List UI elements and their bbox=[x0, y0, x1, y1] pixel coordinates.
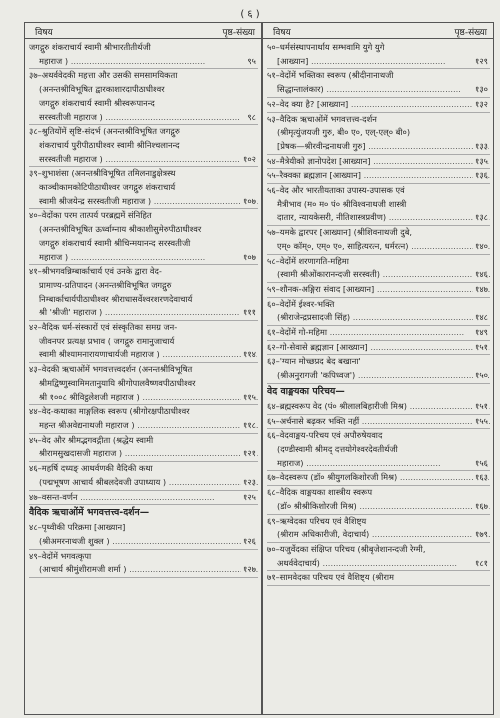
toc-page-number: १८१ bbox=[473, 557, 488, 571]
toc-entry-line bbox=[29, 41, 258, 55]
entry-divider bbox=[267, 585, 490, 586]
toc-entry-line bbox=[267, 543, 490, 557]
entry-divider bbox=[29, 577, 258, 578]
toc-page-number: १०७ bbox=[241, 251, 256, 265]
toc-entry-line bbox=[29, 391, 258, 405]
toc-entry bbox=[29, 434, 258, 462]
toc-entry-line bbox=[267, 126, 490, 140]
toc-entry bbox=[29, 125, 258, 167]
toc-entry-text: (श्रीमृत्युंजयजी गुरु, बी० ए०, एल्-एल्० बी०) bbox=[277, 127, 411, 138]
toc-entry-text: श्रीमद्विष्णुस्वामिमतानुयायि श्रीगोपालवैष्णवपीठाधीश्वर bbox=[39, 377, 196, 388]
toc-entry bbox=[267, 471, 490, 486]
toc-entry-line bbox=[267, 226, 490, 240]
toc-entry-line bbox=[267, 55, 490, 69]
toc-page-number: १४८ bbox=[473, 311, 488, 325]
toc-page-number: १५१ bbox=[473, 400, 488, 414]
toc-entry-line bbox=[267, 326, 490, 340]
toc-entry-text: ४२–वैदिक धर्म-संस्कारों एवं संस्कृतिका समग्र जन- bbox=[29, 322, 178, 333]
toc-entry-text: स्वामी श्रीश्यामनारायणाचार्यजी महाराज ) ..... bbox=[39, 349, 258, 359]
toc-page-number: १५१ bbox=[473, 341, 488, 355]
toc-entry-line bbox=[267, 500, 490, 514]
toc-entry-line bbox=[267, 169, 490, 183]
toc-entry bbox=[29, 321, 258, 363]
toc-entry-text: ६६–वेदवाङ्मय-परिचय एवं अपौरुषेयवाद bbox=[267, 430, 383, 441]
toc-entry-line bbox=[29, 195, 258, 209]
toc-entry-text: (श्रीअमरनाथजी शुक्ल ) ..... bbox=[39, 536, 247, 546]
toc-entry-line bbox=[29, 550, 258, 564]
toc-entry-line bbox=[267, 515, 490, 529]
toc-entry-text: ५९–शौनक-अङ्गिरा संवाद [आख्यान] ..... bbox=[267, 284, 490, 294]
toc-entry-line bbox=[267, 355, 490, 369]
toc-entry-line bbox=[267, 311, 490, 325]
toc-entry bbox=[267, 226, 490, 254]
toc-entry-line bbox=[29, 321, 258, 335]
toc-entry bbox=[29, 363, 258, 405]
toc-page-number: १७९ bbox=[473, 528, 488, 542]
toc-entry-text: ४०–वेदोंका परम तात्पर्य परब्रह्ममें संनिहित bbox=[29, 210, 152, 221]
right-entries bbox=[263, 39, 493, 586]
toc-entry bbox=[29, 265, 258, 321]
toc-entry-text: जीवनपर प्रत्यक्ष प्रभाव ( जगद्गुरु रामानुजाचार्य bbox=[39, 335, 175, 346]
toc-page-number: १०२ bbox=[241, 153, 256, 167]
toc-entry-text: ५४–मैत्रेयीको ज्ञानोपदेश [आख्यान] ..... bbox=[267, 156, 490, 166]
toc-entry-line bbox=[267, 240, 490, 254]
toc-entry bbox=[29, 550, 258, 578]
toc-entry-text: महाराज) ..... bbox=[277, 458, 441, 468]
toc-page-number: १२९ bbox=[473, 55, 488, 69]
toc-entry bbox=[267, 169, 490, 184]
toc-entry bbox=[29, 69, 258, 125]
toc-entry-line bbox=[29, 293, 258, 307]
toc-entry-text: ४६–महर्षि दध्यङ् आथर्वणकी वैदिकी कथा bbox=[29, 463, 153, 474]
toc-entry-text: ६९–ऋग्वेदका परिचय एवं वैशिष्ट्य bbox=[267, 515, 367, 526]
toc-entry-text: जगद्गुरु शंकराचार्य स्वामी श्रीचिन्मयानन्द सरस्वतीजी bbox=[39, 237, 191, 248]
toc-page-number: ११८ bbox=[241, 419, 256, 433]
toc-entry bbox=[29, 462, 258, 490]
toc-entry-line bbox=[267, 557, 490, 571]
toc-entry-text: जगद्गुरु शंकराचार्य स्वामी श्रीस्वरूपानन्द bbox=[39, 97, 155, 108]
toc-entry-text: ७०–यजुर्वेदका संक्षिप्त परिचय (श्रीबृजेशानन्दजी रेग्मी, bbox=[267, 543, 426, 554]
left-column-header bbox=[25, 23, 261, 39]
toc-entry-line bbox=[267, 298, 490, 312]
subject-header: विषय bbox=[35, 28, 53, 38]
toc-entry-text: (अनन्तश्रीविभूषित द्वारकाशारदापीठाधीश्वर bbox=[39, 84, 165, 95]
toc-entry-text: ४७–वसन्त-वर्णन ..... bbox=[29, 492, 215, 502]
toc-page-number: ९८ bbox=[245, 111, 256, 125]
toc-entry-line bbox=[29, 55, 258, 69]
toc-page-number: १०७ bbox=[241, 195, 256, 209]
toc-entry-line bbox=[29, 139, 258, 153]
toc-entry-line bbox=[267, 429, 490, 443]
toc-entry-text: सरस्वतीजी महाराज ) ..... bbox=[39, 112, 240, 122]
toc-entry-text: (श्रीराजेन्द्रप्रसादजी सिंह) ..... bbox=[277, 312, 487, 322]
toc-page-number: १२१ bbox=[241, 447, 256, 461]
toc-entry-line bbox=[267, 41, 490, 55]
toc-page-number: १६७ bbox=[473, 500, 488, 514]
toc-entry bbox=[267, 155, 490, 170]
toc-entry-line bbox=[29, 377, 258, 391]
toc-entry bbox=[29, 209, 258, 265]
toc-entry-line bbox=[29, 405, 258, 419]
toc-entry-text: शंकराचार्य पुरीपीठाधीश्वर स्वामी श्रीनिश्चलानन्द bbox=[39, 139, 180, 150]
toc-entry-text: महाराज ) ..... bbox=[39, 56, 205, 66]
toc-entry bbox=[29, 405, 258, 433]
toc-entry-text: (स्वामी श्रीओंकारानन्दजी सरस्वती) ..... bbox=[277, 269, 490, 279]
toc-entry-text: ५५–रैक्वका ब्रह्मज्ञान [आख्यान] ..... bbox=[267, 170, 490, 180]
toc-entry-line bbox=[267, 443, 490, 457]
toc-entry-text: ५२–वेद क्या है? [आख्यान] ..... bbox=[267, 99, 485, 109]
toc-entry-text: मैत्रीभाव (म० म० पं० श्रीविश्वनाथजी शास्त्री bbox=[277, 198, 407, 209]
toc-entry bbox=[29, 521, 258, 549]
toc-entry-line bbox=[29, 237, 258, 251]
toc-entry-text: ५७–यमके द्वारपर [आख्यान] (श्रीशिवनाथजी दुबे, bbox=[267, 227, 413, 238]
toc-entry bbox=[267, 69, 490, 97]
toc-entry-line bbox=[29, 97, 258, 111]
toc-entry-text: ६२–गो-सेवासे ब्रह्मज्ञान [आख्यान] ..... bbox=[267, 342, 490, 352]
toc-page-number: १३३ bbox=[473, 140, 488, 154]
toc-entry bbox=[267, 355, 490, 383]
toc-entry bbox=[267, 255, 490, 283]
toc-entry-line bbox=[267, 528, 490, 542]
page-count-header: पृष्ठ-संख्या bbox=[222, 28, 255, 38]
toc-entry-text: सिद्धान्तालंकार) ..... bbox=[277, 84, 461, 94]
toc-entry-line bbox=[29, 419, 258, 433]
toc-entry-text: अथर्ववेदाचार्य) ..... bbox=[277, 558, 457, 568]
toc-entry-line bbox=[267, 140, 490, 154]
toc-entry-text: ३७–अथर्ववेदकी महत्ता और उसकी समसामयिकता bbox=[29, 70, 178, 81]
toc-entry-text: ५१–वेदोंमें भक्तिका स्वरूप (श्रीदीनानाथजी bbox=[267, 70, 394, 81]
toc-page-number: ९५ bbox=[245, 55, 256, 69]
toc-entry bbox=[267, 429, 490, 471]
toc-entry bbox=[29, 491, 258, 506]
toc-entry bbox=[267, 326, 490, 341]
toc-entry-line bbox=[29, 447, 258, 461]
toc-entry-text: ४३–वेदकी ऋचाओंमें भगवत्तत्त्वदर्शन (अनन्तश्रीविभूषित bbox=[29, 364, 193, 375]
toc-page-number: १५० bbox=[473, 369, 488, 383]
toc-entry-line bbox=[29, 279, 258, 293]
toc-entry-line bbox=[29, 181, 258, 195]
entry-divider bbox=[267, 383, 490, 384]
toc-entry-line bbox=[29, 167, 258, 181]
toc-page-number: १३२ bbox=[473, 98, 488, 112]
toc-entry-text: ५०–धर्मसंस्थापनार्थाय सम्भवामि युगे युगे bbox=[267, 42, 385, 52]
toc-entry-text: ६०–वेदोंमें ईश्वर-भक्ति bbox=[267, 298, 335, 309]
toc-entry-text: (दण्डीस्वामी श्रीमद् दत्तयोगेश्वरदेवतीर्थजी bbox=[277, 443, 398, 454]
toc-entry-text: काञ्चीकामकोटिपीठाधीश्वर जगद्गुरु शंकराचार्य bbox=[39, 182, 176, 193]
toc-page-number: १४६ bbox=[473, 268, 488, 282]
entry-divider bbox=[29, 504, 258, 505]
toc-entry-line bbox=[267, 341, 490, 355]
toc-entry-line bbox=[29, 69, 258, 83]
toc-entry-line bbox=[267, 198, 490, 212]
toc-entry-text: ४५–वेद और श्रीमद्भगवद्गीता (श्रद्धेय स्वामी bbox=[29, 434, 154, 445]
toc-page-number: १३६ bbox=[473, 169, 488, 183]
toc-page-number: १३५ bbox=[473, 155, 488, 169]
toc-entry-line bbox=[29, 535, 258, 549]
toc-entry-line bbox=[29, 462, 258, 476]
toc-entry-line bbox=[29, 476, 258, 490]
toc-entry-line bbox=[267, 184, 490, 198]
toc-entry-text: (श्रीअनुरागजी 'कपिध्वज') ..... bbox=[277, 370, 490, 380]
page-count-header: पृष्ठ-संख्या bbox=[454, 28, 487, 38]
right-column-header bbox=[263, 23, 493, 39]
toc-entry bbox=[267, 415, 490, 430]
toc-page-number: १३० bbox=[473, 83, 488, 97]
toc-entry-text: ६१–वेदोंमें गो-महिमा ..... bbox=[267, 327, 464, 337]
toc-entry-line bbox=[29, 491, 258, 505]
toc-entry-line bbox=[29, 306, 258, 320]
toc-page-number: १४९ bbox=[473, 326, 488, 340]
toc-entry-text: दातार, न्यायकेसरी, नीतिशास्त्रप्रवीण) ..... bbox=[277, 212, 490, 222]
toc-entry-line bbox=[267, 98, 490, 112]
toc-entry-text: ६४–ब्रह्मस्वरूप वेद (पं० श्रीलालबिहारीजी मिश्र) ..... bbox=[267, 401, 490, 411]
toc-entry-text: [आख्यान] ..... bbox=[277, 56, 446, 66]
toc-entry-line bbox=[29, 521, 258, 535]
toc-entry-line bbox=[267, 255, 490, 269]
toc-entry bbox=[267, 113, 490, 155]
toc-entry-text: महाराज ) ..... bbox=[39, 252, 205, 262]
toc-entry bbox=[267, 298, 490, 326]
toc-entry-line bbox=[29, 363, 258, 377]
toc-entry-line bbox=[267, 69, 490, 83]
toc-entry bbox=[29, 167, 258, 209]
toc-entry-text: ४४–वेद-कथाका माङ्गलिक स्वरूप (श्रीगोरक्षपीठाधीश्वर bbox=[29, 406, 190, 417]
toc-page-number: १६३ bbox=[473, 471, 488, 485]
toc-entry-text: ४९–वेदोंमें भगवत्कृपा bbox=[29, 550, 92, 561]
toc-entry-line bbox=[267, 268, 490, 282]
toc-entry bbox=[29, 41, 258, 69]
toc-entry-text: ४८–पृथ्वीकी परिक्रमा [आख्यान] bbox=[29, 522, 126, 533]
toc-entry-text: (श्रीराम अधिकारीजी, वेदाचार्य) ..... bbox=[277, 529, 490, 539]
toc-entry-text: महन्त श्रीअवेद्यनाथजी महाराज ) ..... bbox=[39, 420, 258, 430]
toc-page-number: १२३ bbox=[241, 476, 256, 490]
toc-entry-line bbox=[267, 113, 490, 127]
toc-entry-line bbox=[29, 209, 258, 223]
toc-entry-text: ५८–वेदोंमें शरणागति-महिमा bbox=[267, 255, 349, 266]
toc-entry bbox=[267, 41, 490, 69]
toc-entry-line bbox=[267, 369, 490, 383]
toc-entry-text: ३९–शुभाशंसा (अनन्तश्रीविभूषित तमिलनाडुक्षेत्रस्थ bbox=[29, 168, 176, 179]
toc-entry-line bbox=[267, 571, 490, 585]
toc-entry-text: ४१–श्रीभगवन्निम्बार्काचार्य एवं उनके द्वारा वेद- bbox=[29, 266, 162, 277]
toc-page-number: १२६ bbox=[241, 535, 256, 549]
toc-entry-line bbox=[267, 471, 490, 485]
section-heading: वेद वाङ्मयका परिचय— bbox=[267, 385, 345, 397]
toc-entry-text: श्री 'श्रीजी' महाराज ) ..... bbox=[39, 307, 239, 317]
toc-entry-line bbox=[267, 400, 490, 414]
left-entries bbox=[25, 39, 261, 578]
toc-entry-line bbox=[29, 83, 258, 97]
toc-entry-line bbox=[29, 434, 258, 448]
toc-entry-line bbox=[267, 211, 490, 225]
toc-entry-line bbox=[267, 415, 490, 429]
toc-entry-text: ६८–वैदिक वाङ्मयका शास्त्रीय स्वरूप bbox=[267, 487, 373, 498]
toc-entry-text: श्रीरामसुखदासजी महाराज ) ..... bbox=[39, 448, 258, 458]
toc-entry-text: (पद्मभूषण आचार्य श्रीबलदेवजी उपाध्याय ) ..... bbox=[39, 477, 258, 487]
toc-entry-line bbox=[29, 223, 258, 237]
toc-page-number: १४० bbox=[473, 240, 488, 254]
toc-entry-line bbox=[29, 111, 258, 125]
toc-entry-text: निम्बार्काचार्यपीठाधीश्वर श्रीराधासर्वेश्वरशरणदेवाचार्य bbox=[39, 293, 193, 304]
toc-entry-line bbox=[267, 155, 490, 169]
toc-entry-text: प्रामाण्य-प्रतिपादन (अनन्तश्रीविभूषित जगद्गुरु bbox=[39, 279, 172, 290]
toc-entry-text: एम्० कॉम्०, एम्० ए०, साहित्यरत्न, धर्मरत्न) ..... bbox=[277, 241, 490, 251]
toc-entry-text: ६७–वेदस्वरूप (डॉ० श्रीयुगलकिशोरजी मिश्र) ..... bbox=[267, 472, 490, 482]
toc-entry bbox=[267, 283, 490, 298]
toc-entry-text: सरस्वतीजी महाराज ) ..... bbox=[39, 154, 240, 164]
toc-entry bbox=[267, 400, 490, 415]
page-number: ( ६ ) bbox=[240, 9, 260, 20]
toc-entry-text: (अनन्तश्रीविभूषित ऊर्ध्वाम्नाय श्रीकाशीसुमेरुपीठाधीश्वर bbox=[39, 224, 202, 235]
toc-page-number: १११ bbox=[241, 306, 256, 320]
toc-entry bbox=[267, 184, 490, 226]
right-column bbox=[262, 22, 494, 715]
toc-entry bbox=[267, 571, 490, 586]
toc-page-number: १३८ bbox=[473, 211, 488, 225]
toc-entry bbox=[267, 341, 490, 356]
toc-page-number: १२५ bbox=[241, 491, 256, 505]
toc-entry-text: ५६–वेद और भारतीयताका उपास्य-उपासक एवं bbox=[267, 185, 405, 196]
toc-entry-line bbox=[29, 125, 258, 139]
toc-entry bbox=[267, 98, 490, 113]
toc-entry-text: ६३–'ग्यान मोच्छप्रद बेद बखाना' bbox=[267, 356, 361, 367]
toc-entry-line bbox=[29, 348, 258, 362]
toc-entry-line bbox=[29, 563, 258, 577]
toc-entry-line bbox=[267, 486, 490, 500]
toc-page-number: १५६ bbox=[473, 457, 488, 471]
toc-page-number: १४७ bbox=[473, 283, 488, 297]
toc-entry-line bbox=[29, 153, 258, 167]
toc-entry-text: (डॉ० श्रीश्रीकिशोरजी मिश्र) ..... bbox=[277, 501, 490, 511]
subject-header: विषय bbox=[273, 28, 291, 38]
toc-entry-line bbox=[29, 251, 258, 265]
toc-entry-text: श्री १००८ श्रीविट्ठलेशजी महाराज ) ..... bbox=[39, 392, 258, 402]
toc-entry-text: जगद्गुरु शंकराचार्य स्वामी श्रीभारतीतीर्थजी bbox=[29, 42, 151, 52]
toc-entry-line bbox=[29, 265, 258, 279]
toc-entry bbox=[267, 486, 490, 514]
toc-page-number: १२७ bbox=[241, 563, 256, 577]
toc-entry-text: स्वामी श्रीजयेन्द्र सरस्वतीजी महाराज ) ..... bbox=[39, 196, 258, 206]
toc-entry-line bbox=[267, 457, 490, 471]
toc-entry-line bbox=[267, 83, 490, 97]
toc-page-number: ११५ bbox=[241, 391, 256, 405]
toc-entry-text: [प्रेषक—श्रीरवीन्द्रनाथजी गुरु] ..... bbox=[277, 141, 490, 151]
toc-page-number: १५५ bbox=[473, 415, 488, 429]
toc-page-number: ११४ bbox=[241, 348, 256, 362]
toc-entry-text: ५३–वैदिक ऋचाओंमें भगवत्तत्त्व-दर्शन bbox=[267, 113, 377, 124]
toc-entry bbox=[267, 543, 490, 571]
toc-entry-line bbox=[29, 335, 258, 349]
toc-entry-line bbox=[267, 283, 490, 297]
toc-entry-text: ७१–सामवेदका परिचय एवं वैशिष्ट्य (श्रीराम bbox=[267, 572, 394, 583]
section-heading: वैदिक ऋचाओंमें भगवत्तत्त्व-दर्शन— bbox=[29, 507, 150, 519]
toc-entry-text: ३८–श्रुतियोंमें सृष्टि-संदर्भ (अनन्तश्रीविभूषित जगद्गुरु bbox=[29, 126, 180, 137]
left-column bbox=[24, 22, 262, 715]
toc-entry bbox=[267, 515, 490, 543]
toc-entry-text: (आचार्य श्रीमुंशीरामजी शर्मा ) ..... bbox=[39, 564, 258, 574]
toc-entry-text: ६५–अर्चनासे बढ़कर भक्ति नहीं ..... bbox=[267, 416, 490, 426]
